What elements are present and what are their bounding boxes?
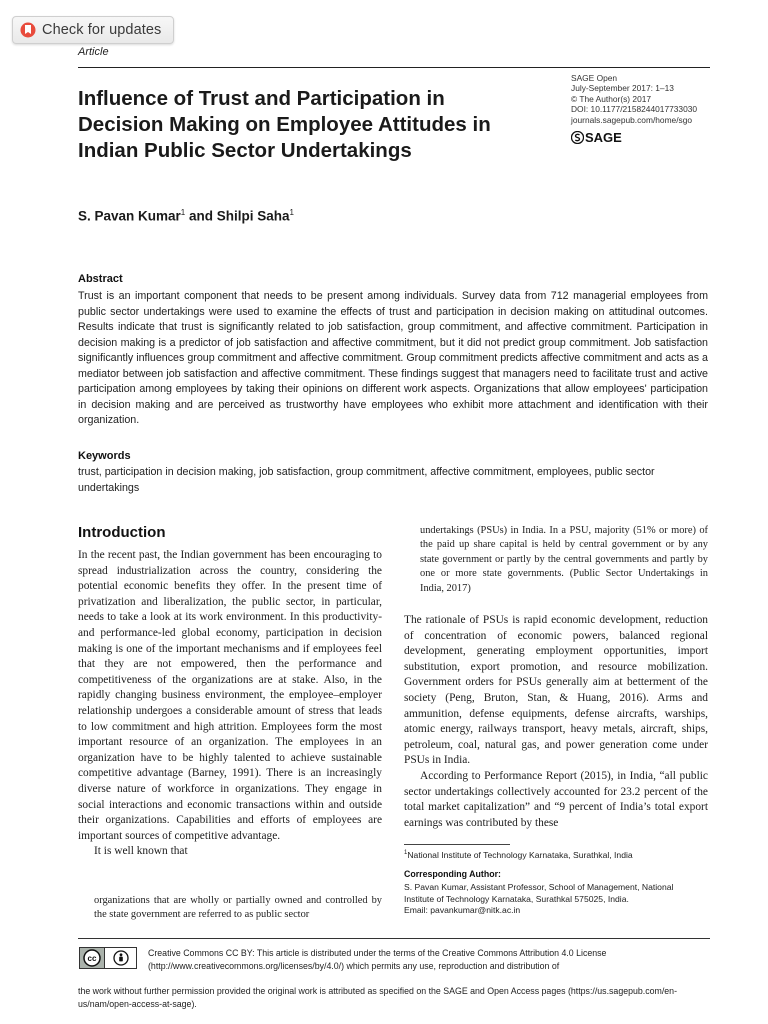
article-title: Influence of Trust and Participation in Decision Making on Employee Attitudes in Indian Public Sector Undertakings [78,87,491,162]
corresponding-author-heading: Corresponding Author: [404,869,501,879]
affiliation-marker: 1 [289,208,294,217]
sage-logo-icon [571,131,584,144]
bookmark-refresh-icon [20,22,36,38]
cc-icon [80,948,104,968]
journal-info [571,73,697,125]
block-quote: organizations that are wholly or partially owned and controlled by the state government are referred to as public sector [94,895,382,921]
right-column [404,613,708,831]
corresponding-author-line: Institute of Technology Karnataka, Surathkal 575025, India. [404,893,629,904]
left-column [78,548,382,860]
corresponding-author-line: S. Pavan Kumar, Assistant Professor, School of Management, National [404,882,674,892]
body-paragraph: The rationale of PSUs is rapid economic development, reduction of concentration of economic powers, balanced regional development, generating employment opportunities, import substitution, export promotion, and resource mobilization. Government orders for PSUs generally aim at betterment of the society (Peng, Bruton, Stan, & Huang, 2016). Arms and ammunition, defense equipments, defense aircrafts, warships, atomic energy, railways transport, heavy metals, aircraft, ships, petroleum, coal, natural gas, and power generation come under PSUs in India. [404,614,708,767]
corresponding-author-details [404,882,673,917]
authors [78,208,294,224]
body-paragraph: In the recent past, the Indian government has been encouraging to spread industrialization across the country, considering the potential economic benefits they offer. In the present time of privatization and liberalization, the public sector, in particular, needs to take a look at its work environment. In this productivity- and performance-led global economy, participation in decision making is one of the important mechanisms and if employees feel that they are not empowered, then the performance and competitiveness of the organizations are at stake. Also, in the rapidly changing business environment, the employee–employer relationship undergoes a considerable amount of stress that leads to low commitment and high attrition. Employees form the most important resource of an organization. The employees in an organization have to be highly talented to achieve sustainable competitive advantage (Barney, 1991). There is an increasingly diverse nature of workforce in organizations. They engage in social interactions and economic transactions within and outside their organizations. Capabilities and efforts of employees are important sources of competitive advantage. [78,549,382,842]
sage-logo-text: SAGE [585,130,622,145]
check-for-updates-button[interactable] [12,16,174,44]
introduction-heading: Introduction [78,524,166,541]
journal-copyright: © The Author(s) 2017 [571,93,652,104]
license-text-continued: the work without further permission provided the original work is attributed as specified on the SAGE and Open Access pages (https://us.sagepub.com/en-us/nam/open-access-at-sage). [78,986,677,1009]
journal-url[interactable]: journals.sagepub.com/home/sgo [571,114,693,125]
block-quote-continued: undertakings (PSUs) in India. In a PSU, majority (51% or more) of the paid up share capital is held by central government or by any state government or partly by the central governments and partly by one or more state governments. (Public Sector Undertakings in India, 2017) [420,525,708,594]
svg-text:cc: cc [87,954,97,964]
body-paragraph: It is well known that [94,845,188,858]
by-person-icon [104,948,136,968]
author-name[interactable]: S. Pavan Kumar [78,208,181,224]
footnote-rule [404,844,510,845]
sage-logo [571,130,622,145]
affiliation-marker: 1 [404,850,408,857]
keywords-heading: Keywords [78,450,131,462]
body-paragraph: According to Performance Report (2015), in India, “all public sector undertakings collectively accounted for 23.2 percent of the total market capitalization” and “9 percent of India’s total export earnings was contributed by these [404,769,708,829]
affiliation-text: National Institute of Technology Karnataka, Surathkal, India [407,850,633,860]
cc-by-badge[interactable] [79,947,137,969]
abstract-heading: Abstract [78,273,123,285]
corresponding-author-email[interactable]: Email: pavankumar@nitk.ac.in [404,905,521,916]
abstract-text: Trust is an important component that needs to be present among individuals. Survey data from 712 managerial employees from public sector undertakings were used to examine the effects of trust and participation in decision making on attitudinal outcomes. Results indicate that trust is significantly related to job satisfaction, group commitment, and affective commitment. Participation in decision making is a predictor of job satisfaction and affective commitment, but it did not predict group commitment. Job satisfaction significantly influences group commitment and affective commitment. Group commitment predicts affective commitment and acts as a mediator between job satisfaction and affective commitment. These findings suggest that managers need to facilitate trust and active participation among employees by taking their opinions on different work aspects. Organizations that allow employees' participation in decision making and are perceived as trustworthy have employees who exhibit more attachment and identification with their organization. [78,290,708,426]
header-rule [78,67,710,68]
keywords-text: trust, participation in decision making, job satisfaction, group commitment, affective commitment, employees, public sector undertakings [78,466,655,494]
check-for-updates-label: Check for updates [42,22,162,38]
author-conjunction: and [185,208,217,224]
affiliation-note [404,850,633,860]
article-type: Article [78,46,109,58]
license-text: Creative Commons CC BY: This article is distributed under the terms of the Creative Commons Attribution 4.0 License (http://www.creativecommons.org/licenses/by/4.0/) which permits any use, reproduction and distribution of [148,948,607,971]
affiliation-marker: 1 [180,208,186,217]
author-name[interactable]: Shilpi Saha [216,208,290,224]
journal-doi[interactable]: DOI: 10.1177/2158244017733030 [571,104,698,115]
journal-issue: July-September 2017: 1–13 [571,83,674,94]
journal-name: SAGE Open [571,73,618,83]
footer-rule [78,938,710,939]
